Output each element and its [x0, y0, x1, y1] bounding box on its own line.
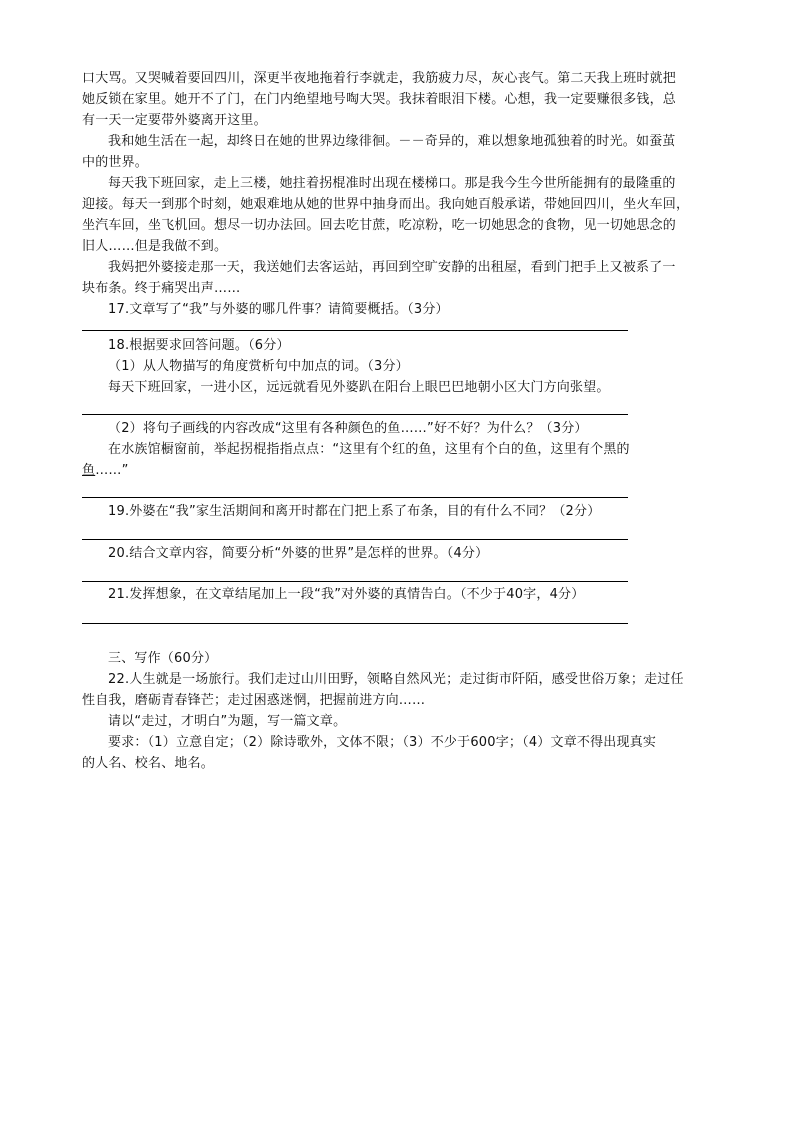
question-18: 18.根据要求回答问题。（6分） — [108, 338, 290, 353]
passage-line: 有一天一定要带外婆离开这里。 — [82, 113, 267, 128]
passage-line: 每天我下班回家，走上三楼，她拄着拐棍准时出现在楼梯口。那是我今生今世所能拥有的最隆重的 — [108, 176, 676, 191]
passage-line: 中的世界。 — [82, 155, 149, 170]
answer-line[interactable] — [82, 623, 628, 624]
question-18-2-sentence: 在水族馆橱窗前，举起拐棍指指点点：“这里有个红的鱼，这里有个白的鱼，这里有个黑的 — [108, 442, 630, 457]
writing-line: 要求：（1）立意自定；（2）除诗歌外，文体不限；（3）不少于600字；（4）文章不得出现真实 — [108, 735, 657, 750]
passage-line: 她反锁在家里。她开不了门，在门内绝望地号啕大哭。我抹着眼泪下楼。心想，我一定要赚很多钱，总 — [82, 92, 677, 107]
question-18-2-sentence-end — [82, 460, 129, 481]
question-18-1: （1）从人物描写的角度赏析句中加点的词。（3分） — [108, 359, 409, 374]
answer-line[interactable] — [82, 414, 628, 415]
writing-line: 请以“走过，才明白”为题，写一篇文章。 — [108, 714, 347, 729]
section-heading: 三、写作（60分） — [108, 651, 218, 666]
question-20: 20.结合文章内容，简要分析“外婆的世界”是怎样的世界。（4分） — [108, 546, 489, 561]
answer-line[interactable] — [82, 581, 628, 582]
underlined-text: 鱼 — [82, 463, 96, 478]
passage-line: 口大骂。又哭喊着要回四川，深更半夜地拖着行李就走，我筋疲力尽，灰心丧气。第二天我上班时就把 — [82, 71, 677, 86]
passage-line: 块布条。终于痛哭出声…… — [82, 281, 241, 296]
writing-line: 的人名、校名、地名。 — [82, 756, 215, 771]
passage-line: 我和她生活在一起，却终日在她的世界边缘徘徊。－－奇异的，难以想象地孤独着的时光。如蚕茧 — [108, 134, 676, 149]
sentence-end: ……” — [95, 463, 129, 478]
question-18-1-sentence: 每天下班回家，一进小区，远远就看见外婆趴在阳台上眼巴巴地朝小区大门方向张望。 — [108, 380, 610, 395]
question-19: 19.外婆在“我”家生活期间和离开时都在门把上系了布条，目的有什么不同？（2分） — [108, 504, 601, 519]
passage-line: 迎接。每天一到那个时刻，她艰难地从她的世界中抽身而出。我向她百般承诺，带她回四川，坐火车回， — [82, 197, 690, 212]
question-17: 17.文章写了“我”与外婆的哪几件事？请简要概括。（3分） — [108, 302, 449, 317]
writing-line: 22.人生就是一场旅行。我们走过山川田野，领略自然风光；走过街市阡陌，感受世俗万象；走过任 — [108, 672, 684, 687]
answer-line[interactable] — [82, 497, 628, 498]
passage-line: 我妈把外婆接走那一天，我送她们去客运站，再回到空旷安静的出租屋，看到门把手上又被系了一 — [108, 260, 676, 275]
question-18-2: （2）将句子画线的内容改成“这里有各种颜色的鱼……”好不好？为什么？（3分） — [108, 421, 588, 436]
answer-line[interactable] — [82, 539, 628, 540]
passage-line: 坐汽车回，坐飞机回。想尽一切办法回。回去吃甘蔗，吃凉粉，吃一切她思念的食物，见一切她思念的 — [82, 218, 677, 233]
passage-line: 旧人……但是我做不到。 — [82, 239, 228, 254]
answer-line[interactable] — [82, 330, 628, 331]
writing-line: 性自我，磨砺青春锋芒；走过困惑迷惘，把握前进方向…… — [82, 693, 426, 708]
question-21: 21.发挥想象，在文章结尾加上一段“我”对外婆的真情告白。（不少于40字，4分） — [108, 587, 585, 602]
